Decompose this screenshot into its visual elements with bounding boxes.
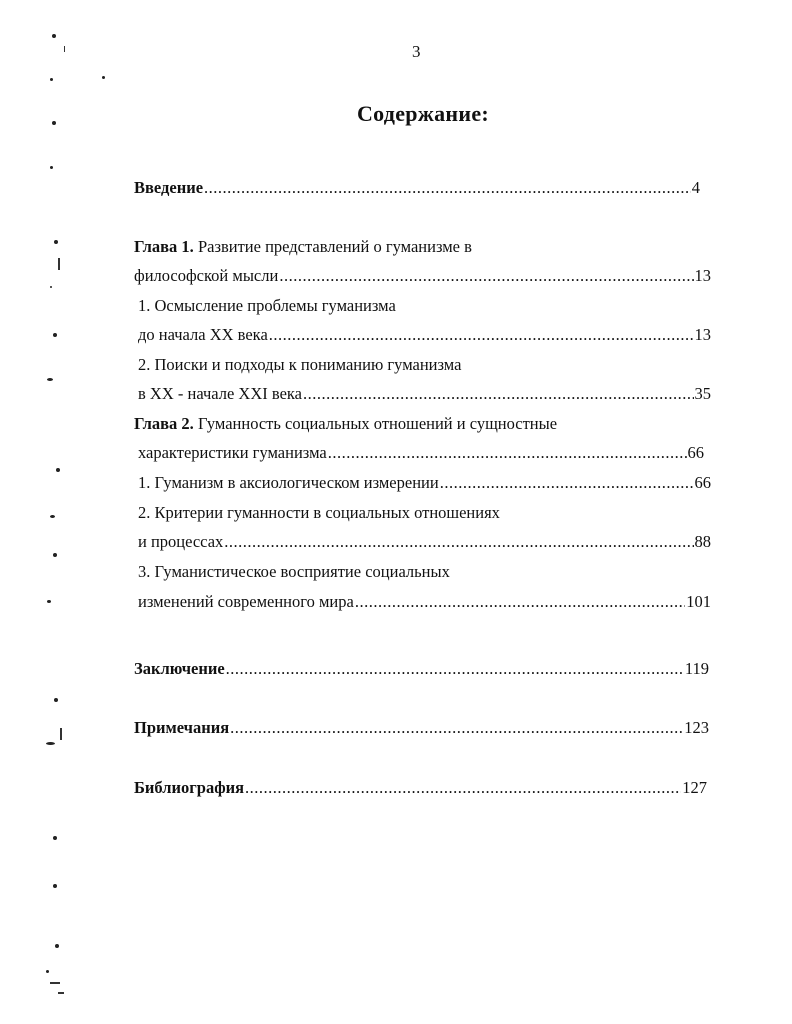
scan-speck	[46, 742, 55, 745]
scan-speck	[102, 76, 105, 79]
toc-chapter2-title-line2: характеристики гуманизма	[138, 443, 327, 462]
scan-speck	[52, 121, 56, 125]
scan-speck	[64, 46, 65, 52]
toc-leader-dots	[204, 178, 691, 198]
scan-speck	[54, 698, 58, 702]
scan-speck	[53, 884, 57, 888]
scan-speck	[54, 240, 58, 244]
toc-bibliography-label: Библиография	[134, 778, 245, 797]
scan-speck	[60, 728, 62, 740]
toc-entry-ch2-section3	[138, 592, 711, 612]
scan-speck	[47, 600, 51, 603]
toc-notes-page: 123	[684, 718, 709, 737]
toc-ch1-section2-line1: 2. Поиски и подходы к пониманию гуманизма	[138, 355, 462, 374]
toc-entry-ch1-section1	[138, 325, 711, 345]
scan-speck	[58, 992, 64, 994]
toc-leader-dots	[279, 266, 693, 286]
toc-entry-ch2-section1	[138, 473, 711, 493]
toc-ch1-section1-line2: до начала XX века	[138, 325, 268, 344]
toc-ch1-section2-page: 35	[694, 384, 711, 403]
toc-leader-dots	[230, 718, 683, 738]
toc-entry-notes	[134, 718, 709, 738]
toc-leader-dots	[224, 532, 693, 552]
toc-leader-dots	[303, 384, 694, 404]
toc-chapter1-prefix: Глава 1.	[134, 237, 194, 256]
toc-leader-dots	[328, 443, 687, 463]
toc-entry-bibliography	[134, 778, 707, 798]
toc-conclusion-page: 119	[684, 659, 709, 678]
toc-chapter1-title-line1	[134, 237, 472, 257]
toc-chapter2-title-line1	[134, 414, 557, 434]
scan-speck	[55, 944, 59, 948]
toc-entry-conclusion	[134, 659, 709, 679]
toc-ch2-section2-line1: 2. Критерии гуманности в социальных отношениях	[138, 503, 500, 522]
scan-speck	[53, 333, 57, 337]
scan-speck	[53, 553, 57, 557]
toc-bibliography-page: 127	[682, 778, 707, 797]
scan-speck	[50, 286, 52, 288]
toc-conclusion-label: Заключение	[134, 659, 225, 678]
toc-chapter2-prefix: Глава 2.	[134, 414, 194, 433]
toc-leader-dots	[226, 659, 684, 679]
scan-speck	[56, 468, 60, 472]
toc-leader-dots	[269, 325, 694, 345]
toc-chapter2-page: 66	[687, 443, 704, 462]
toc-leader-dots	[245, 778, 681, 798]
toc-title: Содержание:	[356, 101, 490, 126]
toc-ch1-section2-line2: в XX - начале XXI века	[138, 384, 302, 403]
toc-ch2-section3-line2: изменений современного мира	[138, 592, 354, 611]
page-number: 3	[412, 42, 421, 61]
scan-speck	[50, 515, 55, 518]
toc-leader-dots	[355, 592, 685, 612]
scan-speck	[50, 982, 60, 984]
toc-entry-chapter1	[134, 266, 711, 286]
toc-chapter2-title: Гуманность социальных отношений и сущностные	[197, 414, 558, 433]
toc-entry-ch1-section2	[138, 384, 711, 404]
scan-speck	[50, 78, 53, 81]
toc-introduction-label: Введение	[134, 178, 204, 197]
toc-ch1-section1-line1: 1. Осмысление проблемы гуманизма	[138, 296, 396, 315]
scan-speck	[52, 34, 56, 38]
toc-ch2-section1-line1: 1. Гуманизм в аксиологическом измерении	[138, 473, 439, 492]
scan-speck	[53, 836, 57, 840]
scan-speck	[47, 378, 53, 381]
scan-speck	[46, 970, 49, 973]
toc-ch2-section3-page: 101	[686, 592, 711, 611]
toc-entry-ch2-section2	[138, 532, 711, 552]
toc-ch2-section3-line1: 3. Гуманистическое восприятие социальных	[138, 562, 450, 581]
toc-leader-dots	[440, 473, 694, 493]
scan-speck	[58, 258, 60, 270]
toc-ch1-section1-page: 13	[694, 325, 711, 344]
toc-entry-introduction	[134, 178, 700, 198]
scan-speck	[50, 166, 53, 169]
toc-introduction-page: 4	[691, 178, 700, 197]
toc-ch2-section2-line2: и процессах	[138, 532, 224, 551]
toc-ch2-section1-page: 66	[694, 473, 711, 492]
toc-entry-chapter2	[138, 443, 704, 463]
toc-chapter1-page: 13	[694, 266, 711, 285]
toc-chapter1-title: Развитие представлений о гуманизме в	[197, 237, 472, 256]
toc-chapter1-title-line2: философской мысли	[134, 266, 279, 285]
toc-notes-label: Примечания	[134, 718, 230, 737]
toc-ch2-section2-page: 88	[694, 532, 711, 551]
